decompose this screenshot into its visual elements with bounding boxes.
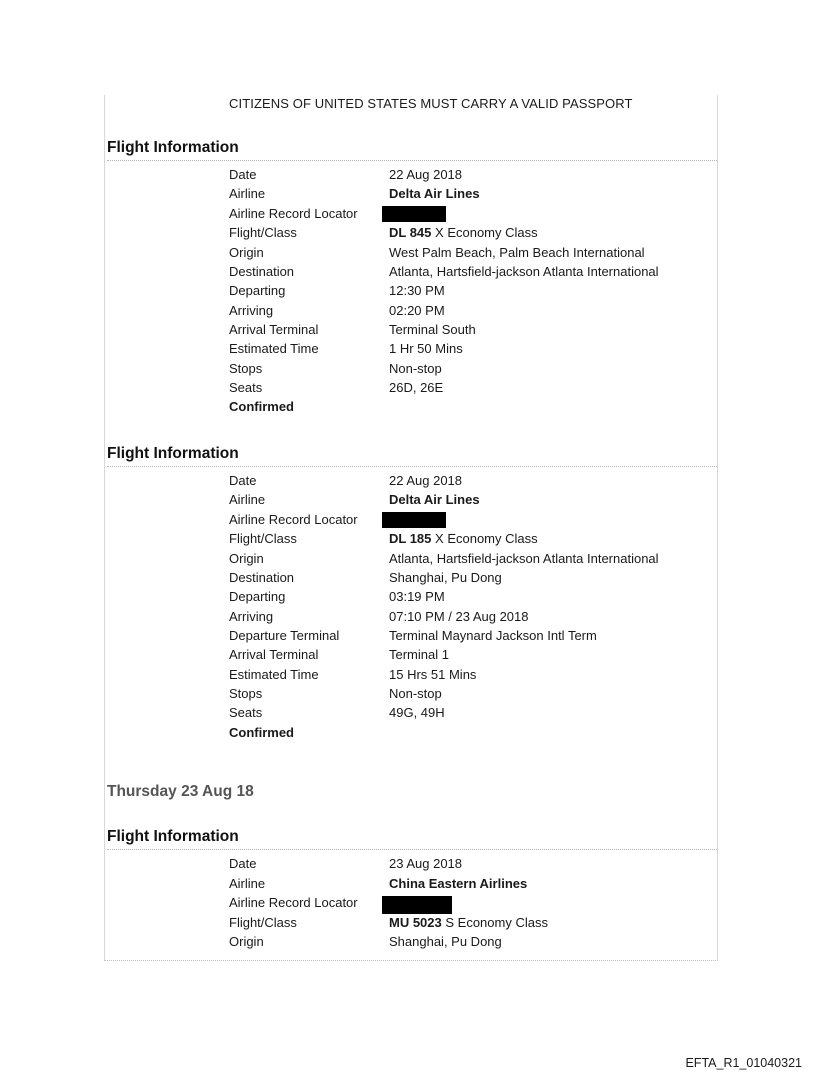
flight-1-stops-row	[229, 361, 709, 380]
arriving-label: Arriving	[229, 609, 274, 624]
departing-label: Departing	[229, 589, 286, 604]
arrival-terminal-label: Arrival Terminal	[229, 322, 319, 337]
fare-class: X Economy Class	[435, 531, 538, 546]
arrival-terminal-label: Arrival Terminal	[229, 647, 319, 662]
estimated-time-value: 1 Hr 50 Mins	[389, 341, 463, 356]
date-value: 22 Aug 2018	[389, 473, 463, 488]
record-locator-label: Airline Record Locator	[229, 206, 358, 221]
flight-1-seats-row	[229, 380, 709, 399]
flight-1-departing-row	[229, 283, 709, 302]
flight-2-seats-row	[229, 705, 709, 724]
arriving-value: 07:10 PM / 23 Aug 2018	[389, 609, 529, 624]
airline-label: Airline	[229, 876, 266, 891]
flight-1-arriving-row	[229, 303, 709, 322]
seats-value: 26D, 26E	[389, 380, 444, 395]
flight-3-flight-class-row	[229, 915, 709, 934]
origin-value: Atlanta, Hartsfield-jackson Atlanta International	[389, 551, 659, 566]
arrival-terminal-value: Terminal South	[389, 322, 476, 337]
record-locator-label: Airline Record Locator	[229, 512, 358, 527]
flight-3-airline-row	[229, 876, 709, 895]
flight-1-arrival-terminal-row	[229, 322, 709, 341]
record-locator-redaction	[382, 206, 446, 222]
flight-1-section-title: Flight Information	[107, 139, 717, 161]
airline-value: China Eastern Airlines	[389, 876, 528, 891]
flight-2-estimated-time-row	[229, 667, 709, 686]
airline-label: Airline	[229, 492, 266, 507]
departure-terminal-label: Departure Terminal	[229, 628, 340, 643]
airline-value: Delta Air Lines	[389, 492, 480, 507]
flight-2-arriving-row	[229, 609, 709, 628]
flight-3-section-title: Flight Information	[107, 828, 717, 850]
flight-1-estimated-time-row	[229, 341, 709, 360]
record-locator-label: Airline Record Locator	[229, 895, 358, 910]
flight-2-section-title: Flight Information	[107, 445, 717, 467]
flight-2-record-locator-row	[229, 512, 709, 531]
date-value: 23 Aug 2018	[389, 856, 463, 871]
flight-2-destination-row	[229, 570, 709, 589]
airline-label: Airline	[229, 186, 266, 201]
date-label: Date	[229, 167, 257, 182]
flight-2-airline-row	[229, 492, 709, 511]
stops-label: Stops	[229, 686, 263, 701]
seats-value: 49G, 49H	[389, 705, 445, 720]
origin-value: West Palm Beach, Palm Beach International	[389, 245, 645, 260]
origin-label: Origin	[229, 551, 264, 566]
estimated-time-label: Estimated Time	[229, 341, 319, 356]
flight-1-date-row	[229, 167, 709, 186]
airline-value: Delta Air Lines	[389, 186, 480, 201]
seats-label: Seats	[229, 705, 263, 720]
flight-1-status: Confirmed	[229, 399, 294, 414]
stops-label: Stops	[229, 361, 263, 376]
passport-notice: CITIZENS OF UNITED STATES MUST CARRY A VALID PASSPORT	[229, 96, 633, 111]
departing-value: 12:30 PM	[389, 283, 445, 298]
destination-value: Atlanta, Hartsfield-jackson Atlanta International	[389, 264, 659, 279]
flight-class-value	[389, 225, 538, 240]
flight-class-label: Flight/Class	[229, 225, 297, 240]
fare-class: X Economy Class	[435, 225, 538, 240]
flight-3-record-locator-row	[229, 895, 709, 914]
flight-class-label: Flight/Class	[229, 915, 297, 930]
document-id: EFTA_R1_01040321	[685, 1056, 802, 1070]
flight-2-status: Confirmed	[229, 725, 294, 740]
flight-number: DL 845	[389, 225, 432, 240]
flight-2-departing-row	[229, 589, 709, 608]
estimated-time-label: Estimated Time	[229, 667, 319, 682]
destination-label: Destination	[229, 570, 295, 585]
flight-2-flight-class-row	[229, 531, 709, 550]
flight-3-origin-row	[229, 934, 709, 953]
flight-class-value	[389, 531, 538, 546]
stops-value: Non-stop	[389, 686, 442, 701]
destination-value: Shanghai, Pu Dong	[389, 570, 502, 585]
departure-terminal-value: Terminal Maynard Jackson Intl Term	[389, 628, 597, 643]
flight-class-value	[389, 915, 548, 930]
flight-2-stops-row	[229, 686, 709, 705]
flight-2-origin-row	[229, 551, 709, 570]
flight-2-departure-terminal-row	[229, 628, 709, 647]
arriving-value: 02:20 PM	[389, 303, 445, 318]
departing-label: Departing	[229, 283, 286, 298]
flight-1-flight-class-row	[229, 225, 709, 244]
destination-label: Destination	[229, 264, 295, 279]
flight-1-origin-row	[229, 245, 709, 264]
flight-3-date-row	[229, 856, 709, 875]
seats-label: Seats	[229, 380, 263, 395]
flight-number: DL 185	[389, 531, 432, 546]
departing-value: 03:19 PM	[389, 589, 445, 604]
arriving-label: Arriving	[229, 303, 274, 318]
flight-1-record-locator-row	[229, 206, 709, 225]
flight-1-airline-row	[229, 186, 709, 205]
fare-class: S Economy Class	[445, 915, 548, 930]
estimated-time-value: 15 Hrs 51 Mins	[389, 667, 477, 682]
flight-2-date-row	[229, 473, 709, 492]
date-value: 22 Aug 2018	[389, 167, 463, 182]
day-heading: Thursday 23 Aug 18	[107, 783, 254, 800]
flight-class-label: Flight/Class	[229, 531, 297, 546]
flight-number: MU 5023	[389, 915, 442, 930]
flight-2-arrival-terminal-row	[229, 647, 709, 666]
record-locator-redaction	[382, 896, 452, 914]
date-label: Date	[229, 473, 257, 488]
flight-1-destination-row	[229, 264, 709, 283]
origin-label: Origin	[229, 934, 264, 949]
stops-value: Non-stop	[389, 361, 442, 376]
origin-value: Shanghai, Pu Dong	[389, 934, 502, 949]
arrival-terminal-value: Terminal 1	[389, 647, 449, 662]
record-locator-redaction	[382, 512, 446, 528]
date-label: Date	[229, 856, 257, 871]
origin-label: Origin	[229, 245, 264, 260]
